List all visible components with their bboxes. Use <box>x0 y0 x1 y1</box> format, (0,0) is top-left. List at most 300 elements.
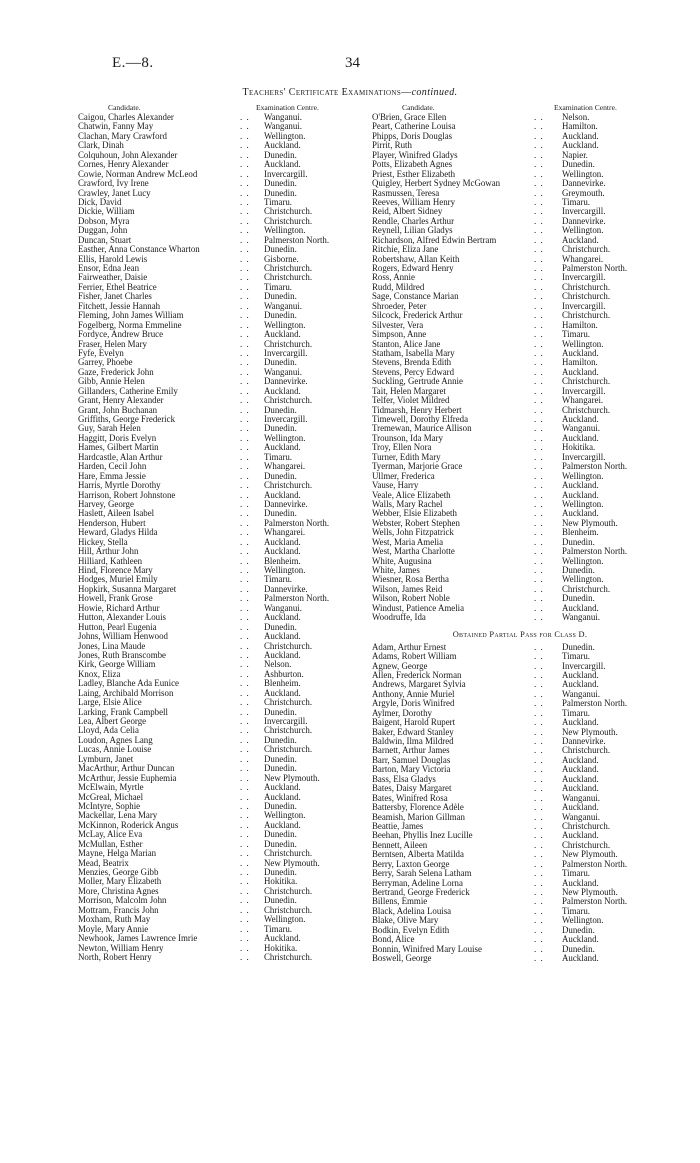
candidate-name: Adams, Robert William <box>372 651 457 662</box>
leader-dots: . . <box>534 178 544 189</box>
candidate-name: White, James <box>372 565 420 575</box>
candidate-name: McArthur, Jessie Euphemia <box>78 772 177 783</box>
candidate-name: Guy, Sarah Helen <box>78 423 141 434</box>
examination-centre: Palmerston North. <box>562 546 628 557</box>
candidate-name: Hind, Florence Mary <box>78 565 153 575</box>
leader-dots: . . <box>240 244 250 255</box>
candidate-name: Cornes, Henry Alexander <box>78 159 169 170</box>
leader-dots: . . <box>240 121 250 132</box>
leader-dots: . . <box>240 923 250 934</box>
examination-centre: Dunedin. <box>264 178 297 189</box>
examination-centre: Wellington. <box>562 915 604 926</box>
leader-dots: . . <box>534 688 544 699</box>
leader-dots: . . <box>534 641 544 652</box>
leader-dots: . . <box>240 461 250 472</box>
candidate-name: Bennett, Aileen <box>372 839 428 850</box>
candidate-name: Lymburn, Janet <box>78 753 134 764</box>
candidate-name: Bodkin, Evelyn Edith <box>372 924 450 935</box>
leader-dots: . . <box>534 574 544 585</box>
leader-dots: . . <box>240 763 250 774</box>
examination-centre: Dunedin. <box>264 149 297 160</box>
leader-dots: . . <box>240 753 250 764</box>
leader-dots: . . <box>534 215 544 226</box>
examination-centre: Christchurch. <box>264 640 313 651</box>
candidate-name: Hutton, Alexander Louis <box>78 612 166 623</box>
candidate-row <box>372 613 668 622</box>
candidate-name: White, Augusina <box>372 555 432 566</box>
candidate-name: Player, Winifred Gladys <box>372 149 458 160</box>
examination-centre: Dunedin. <box>264 706 297 717</box>
leader-dots: . . <box>240 178 250 189</box>
examination-centre: Palmerston North. <box>562 698 628 709</box>
leader-dots: . . <box>240 716 250 726</box>
centre-header: Examination Centre. <box>554 103 617 112</box>
examination-centre: Hamilton. <box>562 121 598 132</box>
examination-centre: Wellington. <box>562 470 604 481</box>
candidate-name: Hames, Gilbert Martin <box>78 442 159 453</box>
candidate-name: Mayne, Helga Marian <box>78 848 157 859</box>
leader-dots: . . <box>240 196 250 207</box>
examination-centre: Christchurch. <box>264 885 313 896</box>
candidate-name: Webster, Robert Stephen <box>372 517 460 528</box>
leader-dots: . . <box>240 498 250 509</box>
examination-centre: Auckland. <box>562 802 599 813</box>
candidate-name: Fogelberg, Norma Emmeline <box>78 319 182 330</box>
leader-dots: . . <box>534 489 544 500</box>
leader-dots: . . <box>534 811 544 822</box>
candidate-name: Tyerman, Marjorie Grace <box>372 461 463 472</box>
examination-centre: Timaru. <box>562 329 591 340</box>
candidate-name: Menzies, George Gibb <box>78 867 159 877</box>
examination-centre: Wellington. <box>562 225 604 236</box>
examination-centre: Christchurch. <box>264 951 313 962</box>
candidate-name: Hodges, Muriel Emily <box>78 574 158 585</box>
examination-centre: Greymouth. <box>562 187 605 198</box>
leader-dots: . . <box>534 830 544 841</box>
leader-dots: . . <box>534 244 544 255</box>
candidate-name: Fordyce, Andrew Bruce <box>78 329 164 340</box>
leader-dots: . . <box>240 536 250 547</box>
examination-centre: Timaru. <box>264 451 293 462</box>
candidate-name: Reeves, William Henry <box>372 196 456 207</box>
leader-dots: . . <box>240 631 250 642</box>
leader-dots: . . <box>534 877 544 888</box>
candidate-name: Rendle, Charles Arthur <box>372 215 455 226</box>
leader-dots: . . <box>240 300 250 311</box>
leader-dots: . . <box>240 734 250 745</box>
centre-header: Examination Centre. <box>256 103 319 112</box>
candidate-name: Beehan, Phyllis Inez Lucille <box>372 830 473 841</box>
examination-centre: Christchurch. <box>264 697 313 708</box>
examination-centre: Auckland. <box>264 159 301 170</box>
examination-centre: Invercargill. <box>562 206 606 217</box>
leader-dots: . . <box>534 234 544 245</box>
leader-dots: . . <box>534 754 544 765</box>
leader-dots: . . <box>240 659 250 670</box>
leader-dots: . . <box>240 914 250 925</box>
candidate-name: Turner, Edith Mary <box>372 451 441 462</box>
examination-centre: Wellington. <box>264 914 306 925</box>
leader-dots: . . <box>534 395 544 406</box>
examination-centre: Wanganui. <box>562 423 600 434</box>
leader-dots: . . <box>240 140 250 151</box>
candidate-name: Reid, Albert Sidney <box>372 206 443 217</box>
candidate-name: Pirrit, Ruth <box>372 140 412 151</box>
examination-centre: Auckland. <box>562 480 599 491</box>
candidate-name: Crawford, Ivy Irene <box>78 178 149 189</box>
candidate-name: Clachan, Mary Crawford <box>78 130 167 141</box>
examination-centre: Blenheim. <box>562 527 599 538</box>
examination-centre: Christchurch. <box>264 263 313 273</box>
candidate-name: Clark, Dinah <box>78 140 124 151</box>
leader-dots: . . <box>534 717 544 728</box>
examination-centre: Dunedin. <box>562 924 595 935</box>
candidate-name: Blake, Olive Mary <box>372 915 439 926</box>
leader-dots: . . <box>240 933 250 944</box>
leader-dots: . . <box>240 187 250 198</box>
leader-dots: . . <box>240 319 250 330</box>
leader-dots: . . <box>240 291 250 302</box>
candidate-name: Caigou, Charles Alexander <box>78 112 174 122</box>
examination-centre: Timaru. <box>264 574 293 585</box>
examination-centre: Blenheim. <box>264 678 301 689</box>
examination-centre: Dunedin. <box>264 800 297 811</box>
candidate-name: Barr, Samuel Douglas <box>372 754 451 765</box>
leader-dots: . . <box>240 904 250 915</box>
leader-dots: . . <box>534 206 544 217</box>
leader-dots: . . <box>534 149 544 160</box>
examination-centre: Dunedin. <box>264 470 297 481</box>
candidate-name: Fleming, John James William <box>78 310 184 321</box>
candidate-name: Heward, Gladys Hilda <box>78 527 158 538</box>
examination-centre: Auckland. <box>264 782 301 793</box>
title-main: Teachers' Certificate Examinations— <box>242 87 412 98</box>
candidate-name: Allen, Frederick Norman <box>372 669 462 680</box>
examination-centre: Invercargill. <box>264 716 308 726</box>
leader-dots: . . <box>240 602 250 613</box>
leader-dots: . . <box>534 679 544 690</box>
examination-centre: Auckland. <box>264 791 301 802</box>
examination-centre: Dunedin. <box>562 943 595 954</box>
candidate-name: Jones, Ruth Branscombe <box>78 649 167 660</box>
right-candidate-list <box>372 113 668 623</box>
examination-centre: Invercargill. <box>562 300 606 311</box>
candidate-name: Newhook, James Lawrence Imrie <box>78 933 198 944</box>
leader-dots: . . <box>240 366 250 377</box>
leader-dots: . . <box>534 329 544 340</box>
leader-dots: . . <box>534 602 544 613</box>
examination-centre: Dunedin. <box>264 867 297 877</box>
candidate-name: Gaze, Frederick John <box>78 366 154 377</box>
examination-centre: Timaru. <box>562 651 591 662</box>
examination-centre: Auckland. <box>264 631 301 642</box>
leader-dots: . . <box>240 772 250 783</box>
examination-centre: Dunedin. <box>562 159 595 170</box>
examination-centre: Auckland. <box>562 754 599 765</box>
examination-centre: Dunedin. <box>264 357 297 368</box>
leader-dots: . . <box>240 423 250 434</box>
leader-dots: . . <box>534 736 544 746</box>
leader-dots: . . <box>534 112 544 122</box>
leader-dots: . . <box>534 555 544 566</box>
candidate-name: McElwain, Myrtle <box>78 782 144 793</box>
examination-centre: Auckland. <box>562 679 599 690</box>
examination-centre: New Plymouth. <box>562 849 618 860</box>
candidate-name: Hardcastle, Alan Arthur <box>78 451 163 462</box>
leader-dots: . . <box>534 802 544 813</box>
candidate-name: Billens, Emmie <box>372 896 428 907</box>
examination-centre: Auckland. <box>264 933 301 944</box>
leader-dots: . . <box>534 593 544 604</box>
leader-dots: . . <box>240 668 250 679</box>
examination-centre: Invercargill. <box>264 414 308 424</box>
leader-dots: . . <box>240 234 250 245</box>
candidate-name: Windust, Patience Amelia <box>372 602 465 613</box>
examination-centre: Dannevirke. <box>264 498 308 509</box>
examination-centre: Auckland. <box>562 130 599 141</box>
examination-centre: Invercargill. <box>562 385 606 396</box>
examination-centre: Christchurch. <box>264 338 313 349</box>
examination-centre: Whangarei. <box>562 395 604 406</box>
leader-dots: . . <box>534 253 544 264</box>
candidate-name: Quigley, Herbert Sydney McGowan <box>372 178 501 189</box>
examination-centre: New Plymouth. <box>264 772 320 783</box>
examination-centre: Auckland. <box>562 717 599 728</box>
leader-dots: . . <box>240 565 250 575</box>
leader-dots: . . <box>534 168 544 179</box>
examination-centre: Wellington. <box>562 168 604 179</box>
examination-centre: Auckland. <box>562 764 599 775</box>
leader-dots: . . <box>240 706 250 717</box>
title-suffix: continued. <box>411 87 458 98</box>
candidate-name: Anthony, Annie Muriel <box>372 688 455 699</box>
examination-centre: Dunedin. <box>264 310 297 321</box>
examination-centre: Auckland. <box>264 536 301 547</box>
candidate-name: More, Christina Agnes <box>78 885 159 896</box>
leader-dots: . . <box>240 678 250 689</box>
leader-dots: . . <box>240 112 250 122</box>
examination-centre: Timaru. <box>562 707 591 718</box>
leader-dots: . . <box>240 838 250 849</box>
candidate-name: Hill, Arthur John <box>78 546 139 557</box>
examination-centre: Whangarei. <box>264 461 306 472</box>
leader-dots: . . <box>534 130 544 141</box>
candidate-name: Morrison, Malcolm John <box>78 895 167 906</box>
candidate-name: Laing, Archibald Morrison <box>78 687 174 698</box>
candidate-name: Mottram, Francis John <box>78 904 159 915</box>
examination-centre: Wanganui. <box>264 300 302 311</box>
candidate-name: Bass, Elsa Gladys <box>372 773 436 784</box>
examination-centre: Dunedin. <box>562 593 595 604</box>
candidate-name: Reynell, Lilian Gladys <box>372 225 453 236</box>
candidate-name: Bates, Winifred Rosa <box>372 792 448 803</box>
examination-centre: Dunedin. <box>562 565 595 575</box>
leader-dots: . . <box>240 206 250 217</box>
candidate-name: Hutton, Pearl Eugenia <box>78 621 157 632</box>
examination-centre: Dunedin. <box>264 423 297 434</box>
examination-centre: Dunedin. <box>264 753 297 764</box>
leader-dots: . . <box>240 489 250 500</box>
leader-dots: . . <box>534 225 544 236</box>
candidate-name: Bond, Alice <box>372 934 415 945</box>
candidate-name: Silvester, Vera <box>372 319 424 330</box>
leader-dots: . . <box>534 404 544 415</box>
candidate-name: Baldwin, Ilma Mildred <box>372 736 454 746</box>
examination-centre: Palmerston North. <box>264 234 330 245</box>
leader-dots: . . <box>534 376 544 387</box>
examination-centre: Christchurch. <box>562 244 611 255</box>
leader-dots: . . <box>534 196 544 207</box>
leader-dots: . . <box>240 725 250 736</box>
candidate-name: Adam, Arthur Ernest <box>372 641 447 652</box>
candidate-name: Garrey, Phoebe <box>78 357 133 368</box>
leader-dots: . . <box>240 215 250 226</box>
examination-centre: Wellington. <box>264 319 306 330</box>
leader-dots: . . <box>240 876 250 887</box>
examination-centre: Auckland. <box>264 819 301 830</box>
candidate-name: Fisher, Janet Charles <box>78 291 152 302</box>
examination-centre: Auckland. <box>264 329 301 340</box>
examination-centre: Auckland. <box>264 140 301 151</box>
examination-centre: Auckland. <box>562 140 599 151</box>
leader-dots: . . <box>240 470 250 481</box>
candidate-name: Trounson, Ida Mary <box>372 432 443 443</box>
examination-centre: Wanganui. <box>264 366 302 377</box>
examination-centre: Christchurch. <box>562 583 611 594</box>
leader-dots: . . <box>240 867 250 877</box>
leader-dots: . . <box>534 508 544 519</box>
examination-centre: Wellington. <box>264 130 306 141</box>
candidate-name: Fairweather, Daisie <box>78 272 148 283</box>
leader-dots: . . <box>534 924 544 935</box>
leader-dots: . . <box>534 896 544 907</box>
examination-centre: Christchurch. <box>562 745 611 756</box>
candidate-name: Ensor, Edna Jean <box>78 263 140 273</box>
leader-dots: . . <box>240 347 250 358</box>
leader-dots: . . <box>534 792 544 803</box>
leader-dots: . . <box>240 810 250 821</box>
leader-dots: . . <box>240 281 250 292</box>
candidate-name: Ellis, Harold Lewis <box>78 253 148 264</box>
candidate-name: Howie, Richard Arthur <box>78 602 160 613</box>
candidate-name: Loudon, Agnes Lang <box>78 734 153 745</box>
leader-dots: . . <box>240 895 250 906</box>
leader-dots: . . <box>240 329 250 340</box>
left-candidate-column <box>78 103 348 962</box>
leader-dots: . . <box>534 366 544 377</box>
examination-centre: Timaru. <box>264 196 293 207</box>
candidate-name: McMullan, Esther <box>78 838 143 849</box>
right-candidate-column <box>372 103 668 964</box>
candidate-row <box>372 954 668 963</box>
examination-centre: Dunedin. <box>264 621 297 632</box>
leader-dots: . . <box>534 698 544 709</box>
examination-centre: Invercargill. <box>562 272 606 283</box>
examination-centre: Dunedin. <box>264 895 297 906</box>
candidate-name: Webber, Elsie Elizabeth <box>372 508 457 519</box>
leader-dots: . . <box>534 423 544 434</box>
leader-dots: . . <box>534 470 544 481</box>
examination-centre: Auckland. <box>562 783 599 794</box>
leader-dots: . . <box>240 442 250 453</box>
examination-centre: Wellington. <box>264 225 306 236</box>
examination-centre: New Plymouth. <box>264 857 320 868</box>
leader-dots: . . <box>240 395 250 406</box>
leader-dots: . . <box>240 338 250 349</box>
examination-centre: Dunedin. <box>562 641 595 652</box>
examination-centre: Auckland. <box>562 234 599 245</box>
examination-centre: Napier. <box>562 149 588 160</box>
candidate-name: Wells, John Fitzpatrick <box>372 527 454 538</box>
examination-centre: Auckland. <box>562 602 599 613</box>
leader-dots: . . <box>534 953 544 964</box>
examination-centre: Christchurch. <box>562 376 611 387</box>
page-number: 34 <box>345 55 360 71</box>
examination-centre: Palmerston North. <box>264 593 330 604</box>
candidate-name: Baker, Edward Stanley <box>372 726 454 737</box>
candidate-name: Hickey, Stella <box>78 536 128 547</box>
candidate-name: Crawley, Janet Lucy <box>78 187 151 198</box>
leader-dots: . . <box>534 764 544 775</box>
examination-centre: Wanganui. <box>562 792 600 803</box>
leader-dots: . . <box>240 687 250 698</box>
examination-centre: Christchurch. <box>562 281 611 292</box>
candidate-name: Harvey, George <box>78 498 134 509</box>
leader-dots: . . <box>534 347 544 358</box>
candidate-name: Suckling, Gertrude Annie <box>372 376 463 387</box>
examination-centre: Wellington. <box>264 565 306 575</box>
leader-dots: . . <box>240 649 250 660</box>
leader-dots: . . <box>240 612 250 623</box>
candidate-name: Stanton, Alice Jane <box>372 338 441 349</box>
leader-dots: . . <box>534 905 544 916</box>
candidate-name: McIntyre, Sophie <box>78 800 141 811</box>
examination-centre: Auckland. <box>264 442 301 453</box>
leader-dots: . . <box>534 707 544 718</box>
candidate-name: Rudd, Mildred <box>372 281 425 292</box>
examination-centre: Invercargill. <box>264 168 308 179</box>
leader-dots: . . <box>534 783 544 794</box>
examination-centre: Dannevirke. <box>264 376 308 387</box>
leader-dots: . . <box>534 651 544 662</box>
leader-dots: . . <box>240 640 250 651</box>
leader-dots: . . <box>240 744 250 755</box>
leader-dots: . . <box>240 782 250 793</box>
leader-dots: . . <box>240 583 250 594</box>
candidate-name: O'Brien, Grace Ellen <box>372 112 447 122</box>
candidate-name: Lloyd, Ada Celia <box>78 725 139 736</box>
examination-centre: Auckland. <box>264 649 301 660</box>
candidate-name: West, Martha Charlotte <box>372 546 455 557</box>
leader-dots: . . <box>240 848 250 859</box>
candidate-name: Hopkirk, Susanna Margaret <box>78 583 177 594</box>
leader-dots: . . <box>534 498 544 509</box>
leader-dots: . . <box>240 451 250 462</box>
examination-centre: Palmerston North. <box>562 858 628 869</box>
candidate-name: Knox, Eliza <box>78 668 121 679</box>
candidate-name: Beamish, Marion Gillman <box>372 811 465 822</box>
examination-centre: Auckland. <box>562 830 599 841</box>
examination-centre: Palmerston North. <box>264 517 330 528</box>
candidate-name: Kirk, George William <box>78 659 156 670</box>
candidate-name: Peart, Catherine Louisa <box>372 121 456 132</box>
examination-centre: Auckland. <box>562 773 599 784</box>
candidate-name: Stevens, Brenda Edith <box>372 357 452 368</box>
candidate-name: Veale, Alice Elizabeth <box>372 489 451 500</box>
examination-centre: Christchurch. <box>264 395 313 406</box>
leader-dots: . . <box>534 943 544 954</box>
examination-centre: Dunedin. <box>264 829 297 840</box>
